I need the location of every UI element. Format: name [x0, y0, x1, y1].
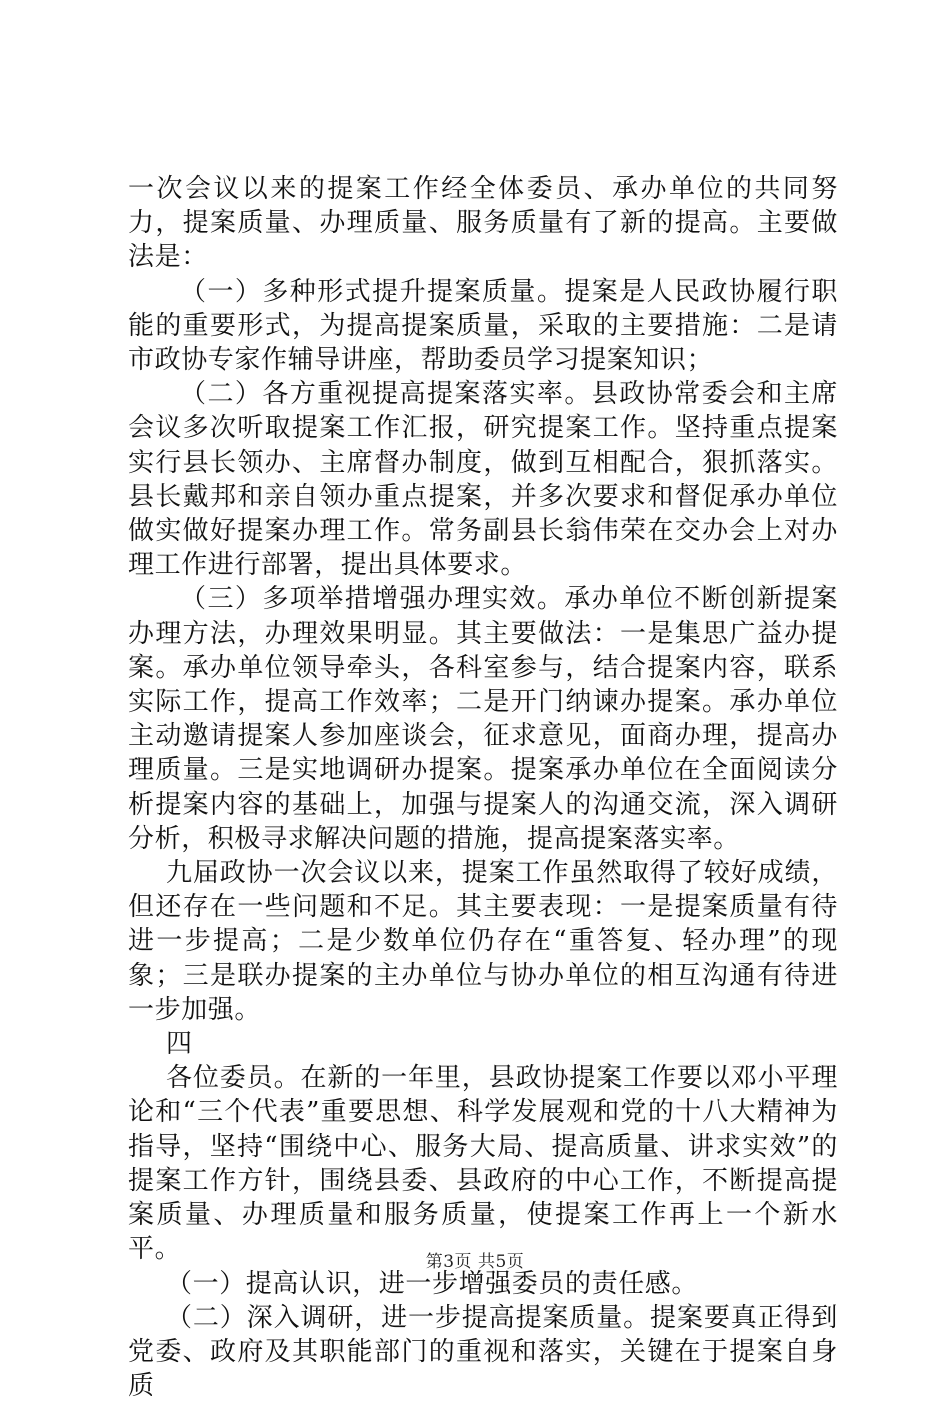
- paragraph-new-year: 各位委员。在新的一年里，县政协提案工作要以邓小平理论和“三个代表”重要思想、科学发展观和党的十八大精神为指导，坚持“围绕中心、服务大局、提高质量、讲求实效”的提案工作方针，围绕县委、县政府的中心工作，不断提高提案质量、办理质量和服务质量，使提案工作再上一个新水平。: [128, 1063, 838, 1265]
- page-number-footer: 第3页 共5页: [425, 1252, 525, 1272]
- paragraph-problems: 九届政协一次会议以来，提案工作虽然取得了较好成绩，但还存在一些问题和不足。其主要表现：一是提案质量有待进一步提高；二是少数单位仍存在“重答复、轻办理”的现象；三是联办提案的主办单位与协办单位的相互沟通有待进一步加强。: [128, 858, 838, 1025]
- paragraph-section-3: （三）多项举措增强办理实效。承办单位不断创新提案办理方法，办理效果明显。其主要做法：一是集思广益办提案。承办单位领导牵头，各科室参与，结合提案内容，联系实际工作，提高工作效率；二是开门纳谏办提案。承办单位主动邀请提案人参加座谈会，征求意见，面商办理，提高办理质量。三是实地调研办提案。提案承办单位在全面阅读分析提案内容的基础上，加强与提案人的沟通交流，深入调研分析，积极寻求解决问题的措施，提高提案落实率。: [128, 584, 838, 854]
- paragraph-intro-continuation: 一次会议以来的提案工作经全体委员、承办单位的共同努力，提案质量、办理质量、服务质量有了新的提高。主要做法是：: [128, 174, 838, 273]
- paragraph-task-2: （二）深入调研，进一步提高提案质量。提案要真正得到党委、政府及其职能部门的重视和落实，关键在于提案自身质: [128, 1302, 838, 1402]
- paragraph-section-1: （一）多种形式提升提案质量。提案是人民政协履行职能的重要形式，为提高提案质量，采取的主要措施：二是请市政协专家作辅导讲座，帮助委员学习提案知识；: [128, 276, 838, 376]
- document-body: [128, 172, 838, 1403]
- paragraph-task-1: （一）提高认识，进一步增强委员的责任感。: [166, 1268, 699, 1299]
- paragraph-section-2: （二）各方重视提高提案落实率。县政协常委会和主席会议多次听取提案工作汇报，研究提案工作。坚持重点提案实行县长领办、主席督办制度，做到互相配合，狠抓落实。县长戴邦和亲自领办重点提案，并多次要求和督促承办单位做实做好提案办理工作。常务副县长翁伟荣在交办会上对办理工作进行部署，提出具体要求。: [128, 379, 838, 581]
- section-heading-four: 四: [166, 1029, 193, 1060]
